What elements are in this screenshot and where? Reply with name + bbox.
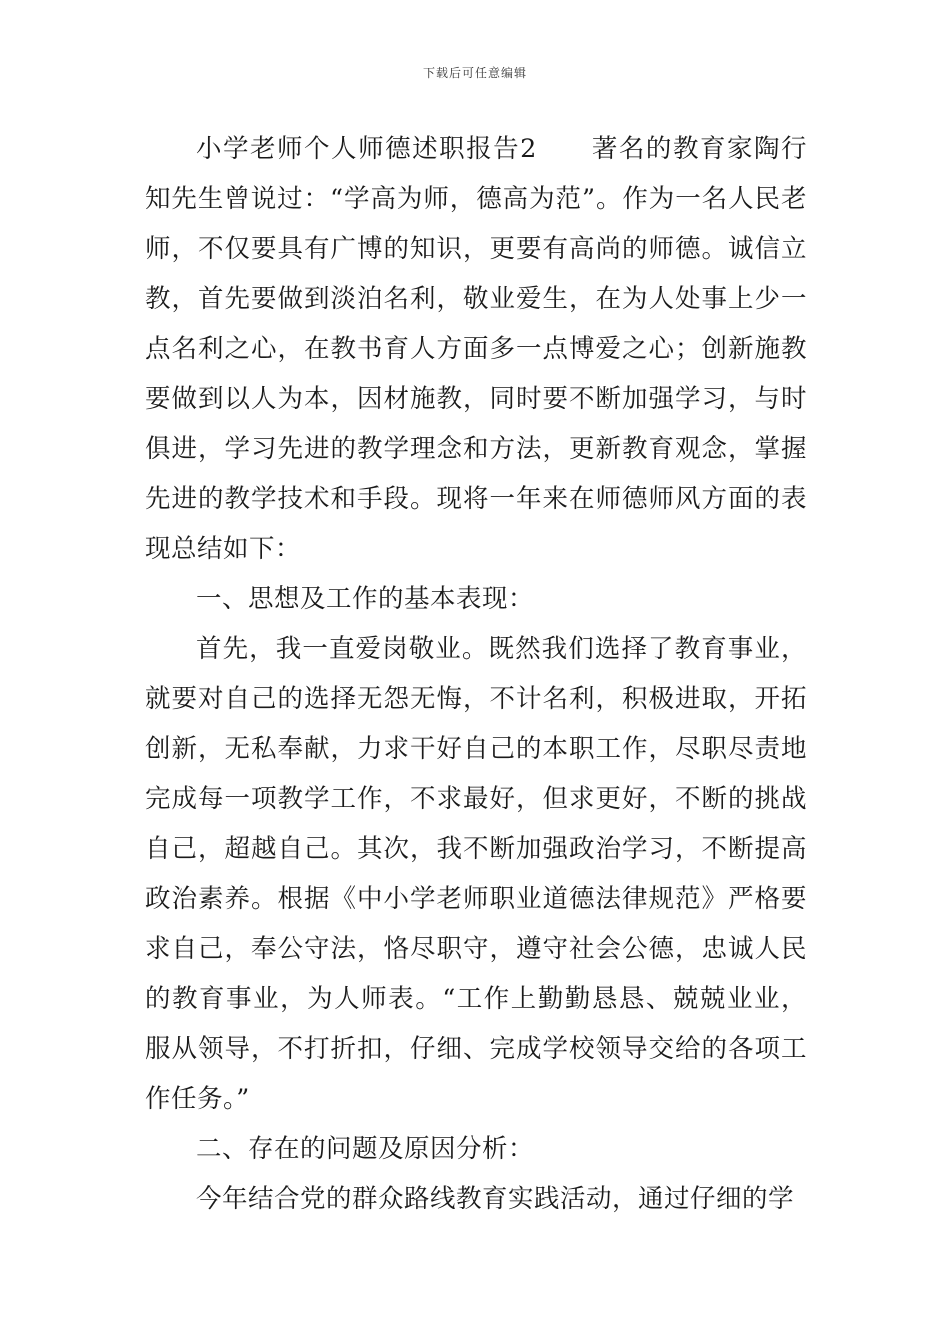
paragraph-section-2: 今年结合党的群众路线教育实践活动，通过仔细的学 bbox=[196, 1184, 795, 1214]
section-heading-2: 二、存在的问题及原因分析： bbox=[196, 1134, 535, 1164]
page-header-note: 下载后可任意编辑 bbox=[422, 66, 527, 80]
section-heading-1: 一、思想及工作的基本表现： bbox=[196, 584, 535, 614]
paragraph-section-1: 首先，我一直爱岗敬业。既然我们选择了教育事业，就要对自己的选择无怨无悔，不计名利，积极进取，开拓创新，无私奉献，力求干好自己的本职工作，尽职尽责地完成每一项教学工作，不求最好，但求更好，不断的挑战自己，超越自己。其次，我不断加强政治学习，不断提高政治素养。根据《中小学老师职业道德法律规范》严格要求自己，奉公守法，恪尽职守，遵守社会公德，忠诚人民的教育事业，为人师表。“工作上勤勤恳恳、兢兢业业，服从领导，不打折扣，仔细、完成学校领导交给的各项工作任务。” bbox=[145, 634, 807, 1114]
paragraph-intro: 小学老师个人师德述职报告2 著名的教育家陶行知先生曾说过：“学高为师，德高为范”。作为一名人民老师，不仅要具有广博的知识，更要有高尚的师德。诚信立教，首先要做到淡泊名利，敬业爱生，在为人处事上少一点名利之心，在教书育人方面多一点博爱之心；创新施教要做到以人为本，因材施教，同时要不断加强学习，与时俱进，学习先进的教学理念和方法，更新教育观念，掌握先进的教学技术和手段。现将一年来在师德师风方面的表现总结如下： bbox=[145, 134, 807, 564]
document-body bbox=[145, 124, 807, 1224]
